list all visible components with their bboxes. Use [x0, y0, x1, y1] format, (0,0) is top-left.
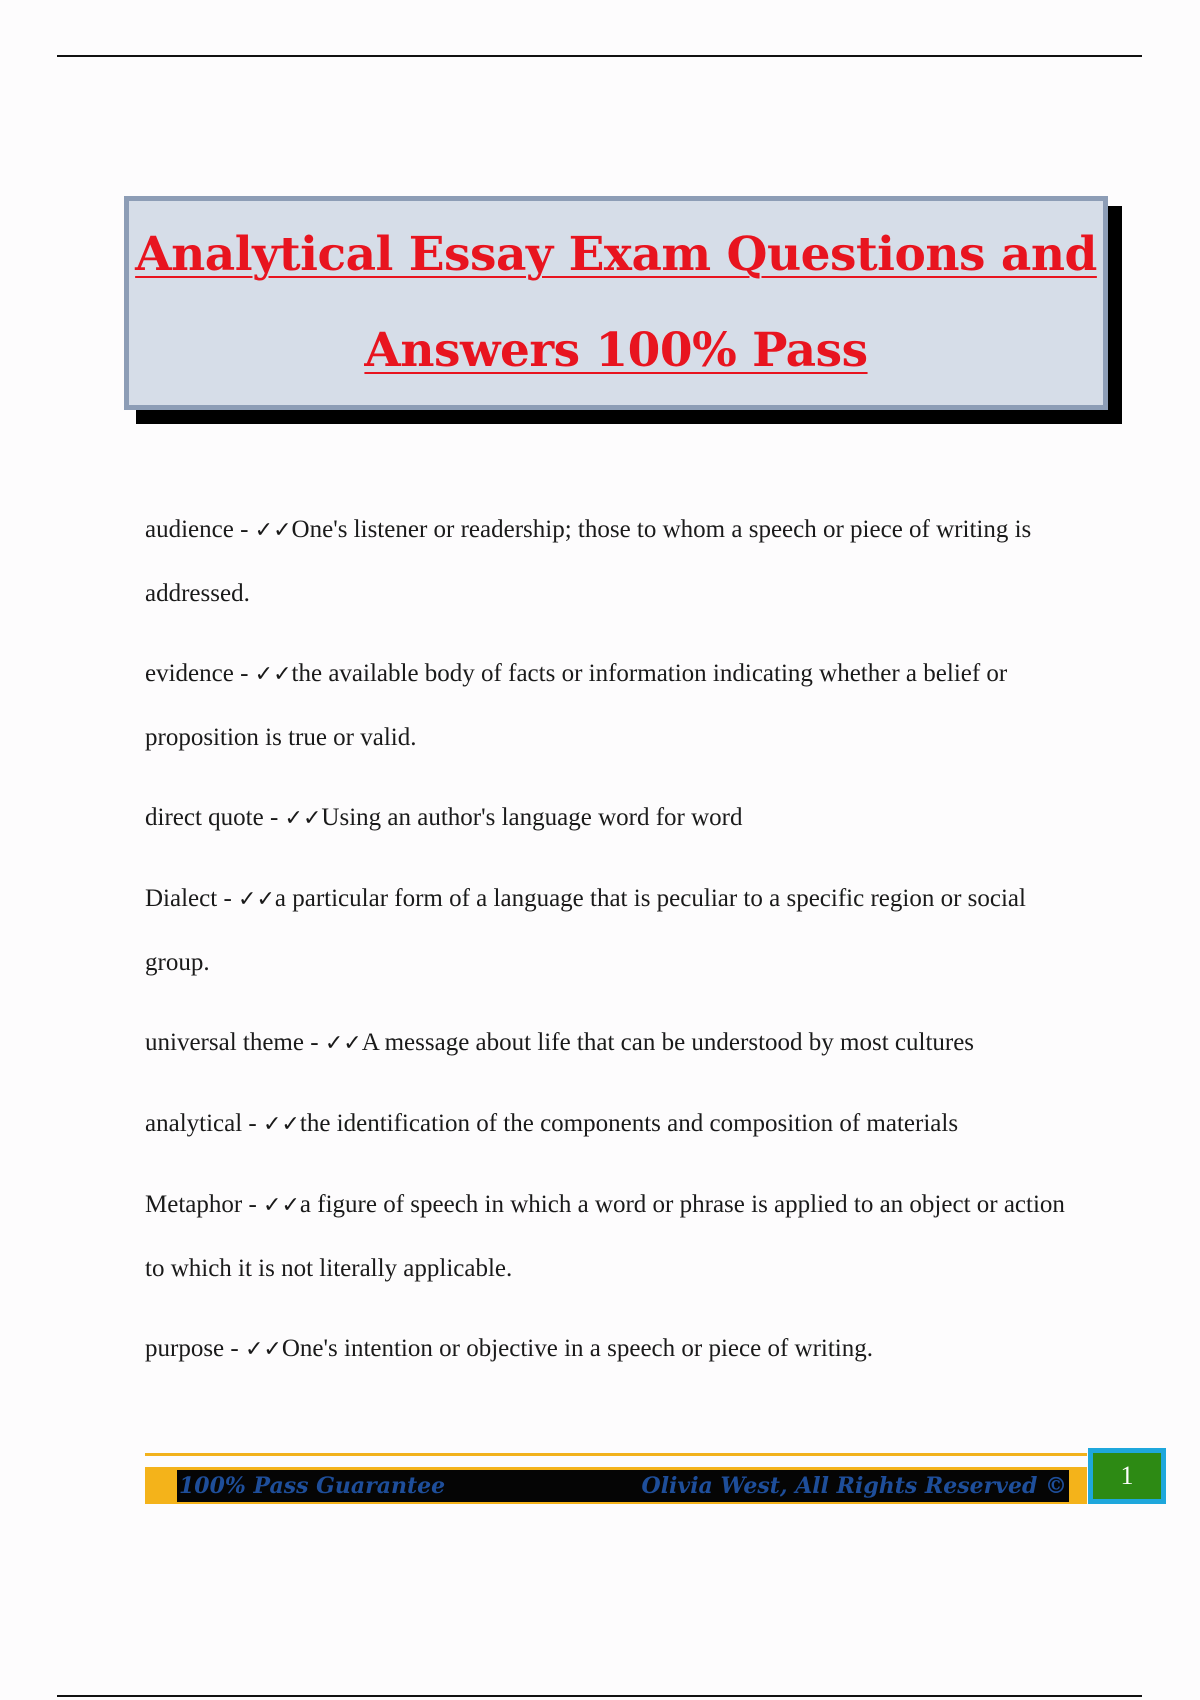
entry-separator: - [233, 516, 255, 543]
entry-separator: - [242, 1110, 263, 1137]
entry-separator: - [224, 1335, 245, 1362]
title-line-2: Answers 100% Pass [364, 323, 868, 378]
entry-definition: a figure of speech in which a word or phrase is applied to an object or action to which it is not literally applicable. [145, 1191, 1065, 1282]
list-item [145, 1011, 1075, 1075]
entry-definition: Using an author's language word for word [321, 804, 743, 831]
entry-definition: A message about life that can be understood by most cultures [361, 1029, 975, 1056]
title-line-1: Analytical Essay Exam Questions and [135, 227, 1097, 282]
double-check-icon: ✓✓ [244, 1337, 282, 1362]
list-item [145, 1173, 1075, 1300]
entry-term: analytical [145, 1110, 243, 1137]
entry-term: Dialect [145, 885, 218, 912]
list-item [145, 867, 1075, 994]
double-check-icon: ✓✓ [238, 887, 275, 912]
page-number: 1 [1120, 1461, 1134, 1490]
list-item [145, 1092, 1075, 1156]
double-check-icon: ✓✓ [263, 1112, 300, 1137]
entry-term: universal theme [145, 1029, 304, 1056]
entry-term: audience [145, 516, 234, 543]
entry-definition: One's listener or readership; those to whom a speech or piece of writing is addressed. [145, 516, 1032, 607]
entry-term: evidence [145, 660, 234, 687]
entry-term: Metaphor [145, 1191, 243, 1218]
double-check-icon: ✓✓ [284, 806, 322, 831]
list-item [145, 1317, 1075, 1381]
double-check-icon: ✓✓ [254, 518, 292, 543]
entry-list [145, 498, 1075, 1398]
entry-separator: - [242, 1191, 264, 1218]
footer-rule [145, 1453, 1087, 1456]
entry-definition: the identification of the components and composition of materials [299, 1110, 959, 1137]
list-item [145, 498, 1075, 625]
bottom-rule [57, 1695, 1142, 1697]
list-item [145, 642, 1075, 769]
entry-term: purpose [145, 1335, 225, 1362]
footer-bar [177, 1470, 1069, 1502]
double-check-icon: ✓✓ [263, 1193, 300, 1218]
entry-separator: - [263, 804, 285, 831]
entry-definition: a particular form of a language that is peculiar to a specific region or social group. [145, 885, 1026, 976]
entry-definition: One's intention or objective in a speech or piece of writing. [281, 1335, 873, 1362]
footer-right-text: Olivia West, All Rights Reserved © [641, 1473, 1067, 1499]
entry-definition: the available body of facts or information indicating whether a belief or proposition is true or valid. [145, 660, 1008, 751]
list-item [145, 786, 1075, 850]
double-check-icon: ✓✓ [324, 1031, 362, 1056]
footer-left-text: 100% Pass Guarantee [179, 1473, 446, 1499]
entry-term: direct quote [145, 804, 264, 831]
entry-separator: - [233, 660, 255, 687]
double-check-icon: ✓✓ [254, 662, 292, 687]
entry-separator: - [217, 885, 239, 912]
title-box [124, 196, 1108, 410]
entry-separator: - [303, 1029, 325, 1056]
top-rule [57, 55, 1142, 57]
page-number-box [1088, 1448, 1166, 1504]
